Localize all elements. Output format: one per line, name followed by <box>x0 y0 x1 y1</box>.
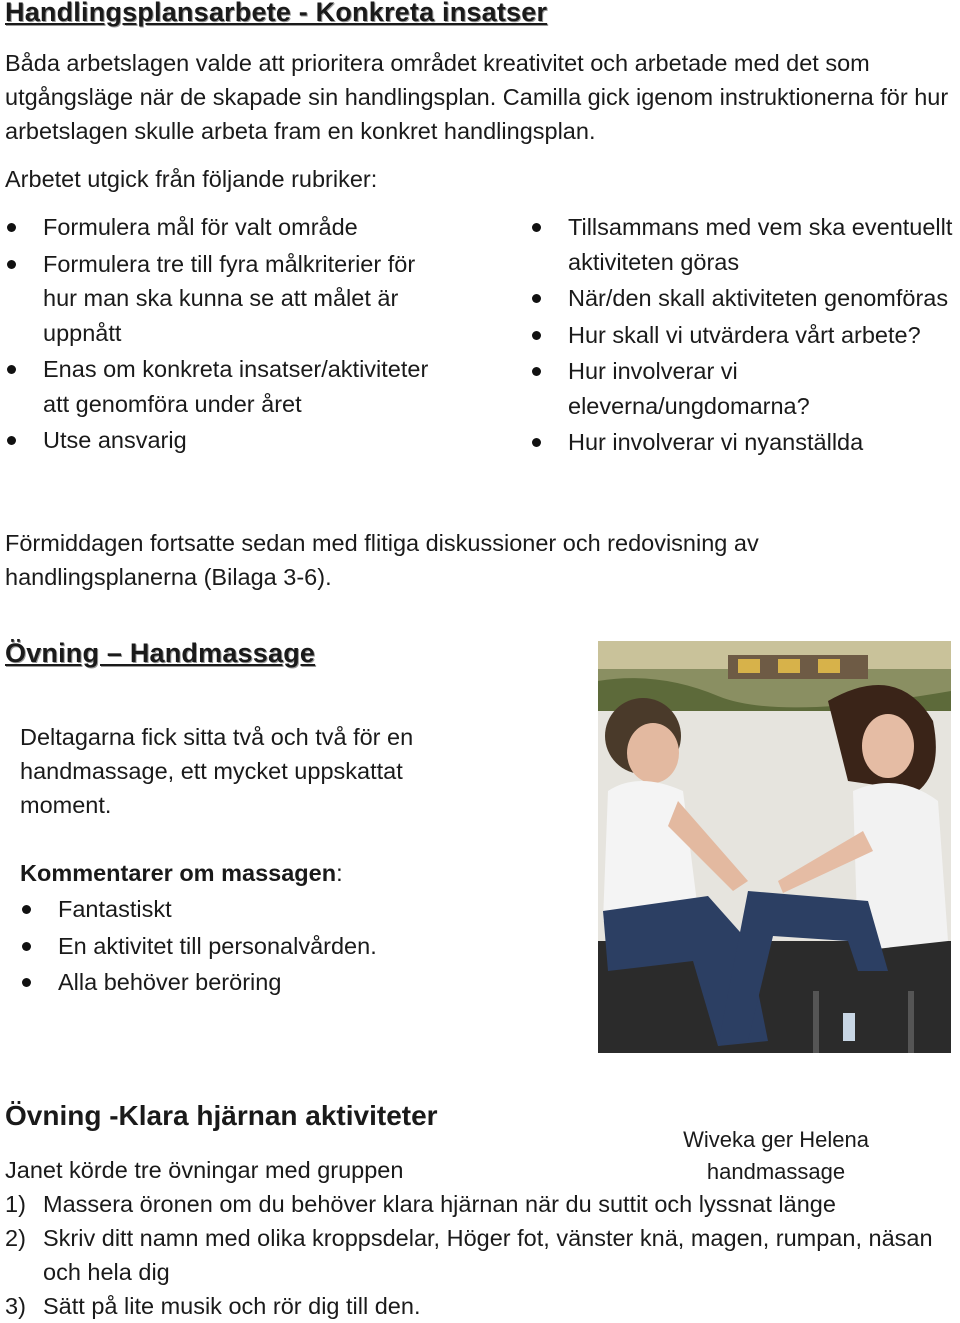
photo-illustration <box>598 641 951 1053</box>
closing-paragraph: Förmiddagen fortsatte sedan med flitiga diskussioner och redovisning av handlingsplanerna (Bilaga 3-6). <box>5 530 759 590</box>
list-item: Tillsammans med vem ska eventuellt aktiviteten göras <box>530 210 960 279</box>
comments-list <box>20 892 450 1002</box>
photo-caption <box>640 1124 912 1188</box>
handmassage-photo <box>598 641 951 1053</box>
left-bullet-list <box>5 210 455 460</box>
caption-line: Wiveka ger Helena <box>683 1127 869 1152</box>
list-item: Hur involverar vi eleverna/ungdomarna? <box>530 354 960 423</box>
handmassage-text: Deltagarna fick sitta två och två för en handmassage, ett mycket uppskattat moment. <box>20 724 414 818</box>
step-number: 1) <box>5 1191 26 1217</box>
step-number: 3) <box>5 1293 26 1319</box>
list-item: Utse ansvarig <box>5 423 455 458</box>
caption-line: handmassage <box>706 1159 846 1184</box>
list-item: Enas om konkreta insatser/aktiviteter att genomföra under året <box>5 352 455 421</box>
section-title-handlingsplan: Handlingsplansarbete - Konkreta insatser <box>5 0 548 27</box>
right-bullet-list <box>530 210 960 462</box>
step-text: Sätt på lite musik och rör dig till den. <box>43 1293 421 1319</box>
step-text: Skriv ditt namn med olika kroppsdelar, Höger fot, vänster knä, magen, rumpan, näsan och hela dig <box>43 1225 933 1285</box>
step-text: Massera öronen om du behöver klara hjärnan när du suttit och lyssnat länge <box>43 1191 836 1217</box>
comments-heading <box>20 856 343 890</box>
list-item <box>5 1289 950 1323</box>
intro-paragraph: Båda arbetslagen valde att prioritera området kreativitet och arbetade med det som utgångsläge när de skapade sin handlingsplan. Camilla gick igenom instruktionerna för hur arbetslagen skulle arbeta fram en konkret handlingsplan. <box>5 50 949 144</box>
exercise-list <box>5 1187 950 1323</box>
list-item: Alla behöver beröring <box>20 965 450 1000</box>
comments-label: Kommentarer om massagen <box>20 860 337 886</box>
step-number: 2) <box>5 1225 26 1251</box>
list-item: Hur involverar vi nyanställda <box>530 425 960 460</box>
list-item: Formulera tre till fyra målkriterier för hur man ska kunna se att målet är uppnått <box>5 247 455 351</box>
list-item: En aktivitet till personalvården. <box>20 929 450 964</box>
comments-colon: : <box>336 860 343 886</box>
janet-lead: Janet körde tre övningar med gruppen <box>5 1157 404 1183</box>
list-item: Formulera mål för valt område <box>5 210 455 245</box>
list-item: Fantastiskt <box>20 892 450 927</box>
list-item <box>5 1221 950 1289</box>
list-item <box>5 1187 950 1221</box>
list-item: När/den skall aktiviteten genomföras <box>530 281 960 316</box>
section-title-handmassage: Övning – Handmassage <box>5 638 316 668</box>
section-title-klara-hjarnan: Övning -Klara hjärnan aktiviteter <box>5 1100 438 1131</box>
list-item: Hur skall vi utvärdera vårt arbete? <box>530 318 960 353</box>
rubriker-lead: Arbetet utgick från följande rubriker: <box>5 166 378 192</box>
